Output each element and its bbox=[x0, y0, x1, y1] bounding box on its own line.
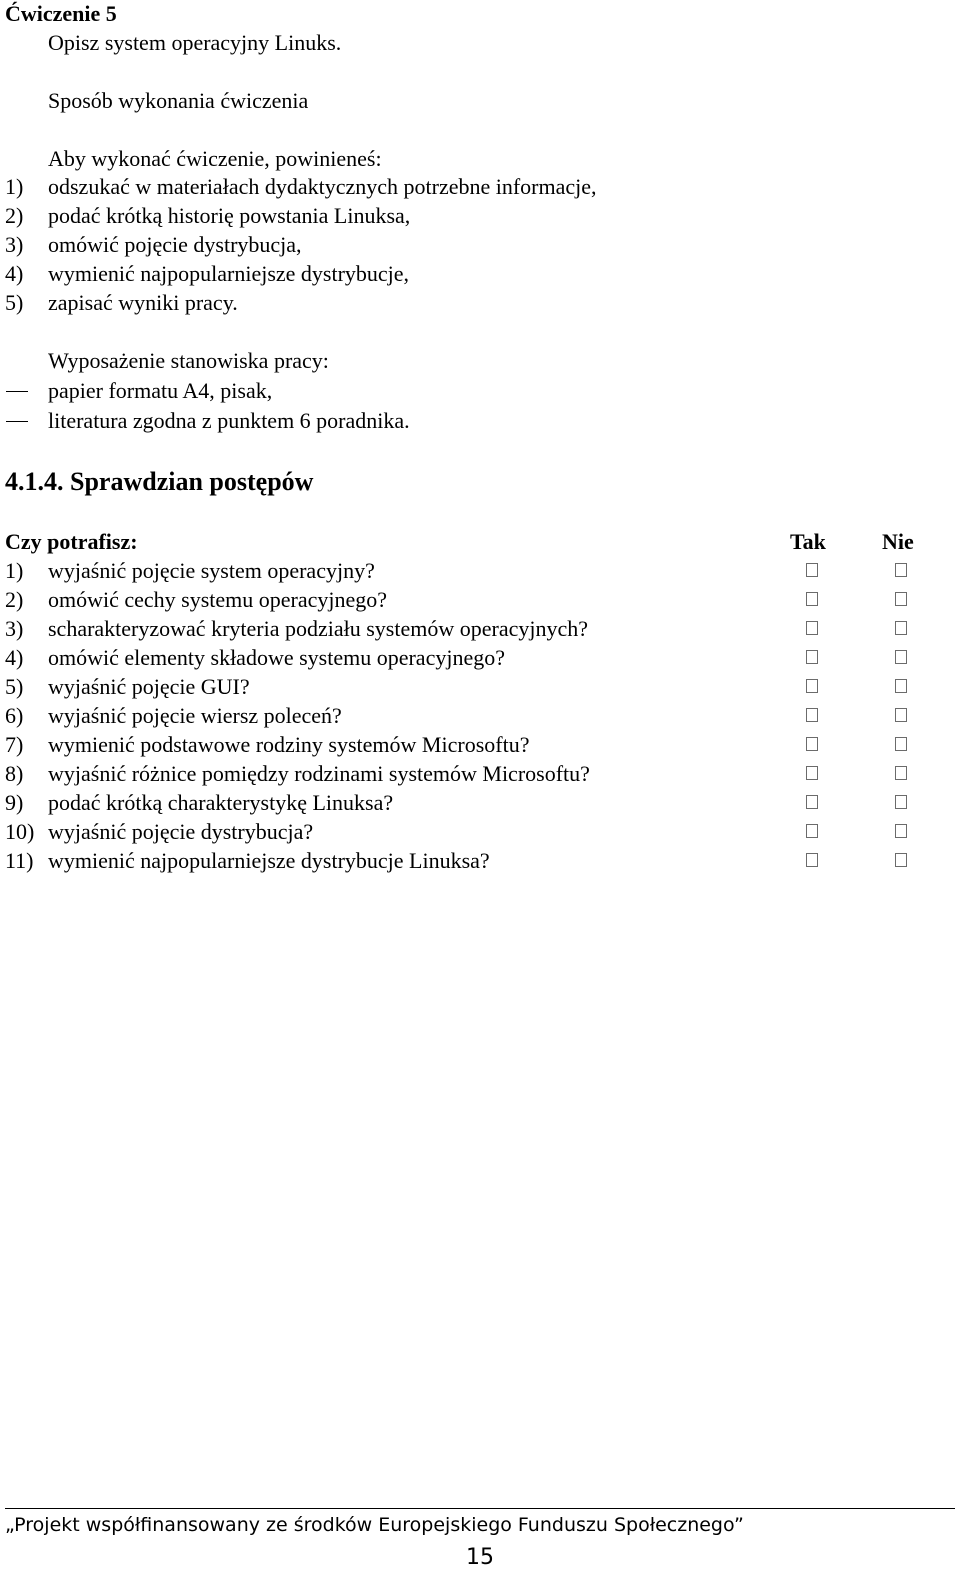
yes-checkbox[interactable] bbox=[806, 621, 818, 635]
step-number: 3) bbox=[5, 232, 24, 257]
question-text: wyjaśnić pojęcie dystrybucja? bbox=[48, 819, 314, 844]
question-text: wyjaśnić pojęcie GUI? bbox=[48, 674, 250, 699]
question-number: 5) bbox=[5, 674, 24, 699]
no-checkbox[interactable] bbox=[895, 679, 907, 693]
no-checkbox[interactable] bbox=[895, 708, 907, 722]
exercise-title: Ćwiczenie 5 bbox=[5, 1, 117, 26]
question-text: wyjaśnić pojęcie wiersz poleceń? bbox=[48, 703, 342, 728]
no-column-header: Nie bbox=[882, 529, 914, 554]
yes-checkbox[interactable] bbox=[806, 766, 818, 780]
yes-checkbox[interactable] bbox=[806, 563, 818, 577]
question-text: podać krótką charakterystykę Linuksa? bbox=[48, 790, 394, 815]
question-text: wymienić podstawowe rodziny systemów Microsoftu? bbox=[48, 732, 530, 757]
question-number: 10) bbox=[5, 819, 35, 844]
page-number: 15 bbox=[466, 1545, 494, 1570]
question-header: Czy potrafisz: bbox=[5, 529, 138, 554]
yes-checkbox[interactable] bbox=[806, 824, 818, 838]
question-number: 2) bbox=[5, 587, 24, 612]
yes-checkbox[interactable] bbox=[806, 853, 818, 867]
equipment-text: papier formatu A4, pisak, bbox=[48, 378, 273, 403]
no-checkbox[interactable] bbox=[895, 650, 907, 664]
step-text: omówić pojęcie dystrybucja, bbox=[48, 232, 302, 257]
yes-checkbox[interactable] bbox=[806, 737, 818, 751]
question-number: 8) bbox=[5, 761, 24, 786]
question-text: wyjaśnić pojęcie system operacyjny? bbox=[48, 558, 375, 583]
step-number: 4) bbox=[5, 261, 24, 286]
question-number: 7) bbox=[5, 732, 24, 757]
no-checkbox[interactable] bbox=[895, 766, 907, 780]
method-intro: Aby wykonać ćwiczenie, powinieneś: bbox=[48, 146, 382, 171]
step-text: podać krótką historię powstania Linuksa, bbox=[48, 203, 411, 228]
question-text: omówić elementy składowe systemu operacyjnego? bbox=[48, 645, 505, 670]
no-checkbox[interactable] bbox=[895, 621, 907, 635]
equipment-heading: Wyposażenie stanowiska pracy: bbox=[48, 348, 329, 373]
question-number: 11) bbox=[5, 848, 34, 873]
no-checkbox[interactable] bbox=[895, 795, 907, 809]
yes-checkbox[interactable] bbox=[806, 679, 818, 693]
method-heading: Sposób wykonania ćwiczenia bbox=[48, 88, 309, 113]
yes-checkbox[interactable] bbox=[806, 592, 818, 606]
question-number: 9) bbox=[5, 790, 24, 815]
step-text: odszukać w materiałach dydaktycznych potrzebne informacje, bbox=[48, 174, 597, 199]
no-checkbox[interactable] bbox=[895, 853, 907, 867]
question-number: 4) bbox=[5, 645, 24, 670]
step-text: wymienić najpopularniejsze dystrybucje, bbox=[48, 261, 410, 286]
no-checkbox[interactable] bbox=[895, 563, 907, 577]
step-number: 5) bbox=[5, 290, 24, 315]
exercise-task: Opisz system operacyjny Linuks. bbox=[48, 30, 342, 55]
yes-checkbox[interactable] bbox=[806, 708, 818, 722]
question-text: omówić cechy systemu operacyjnego? bbox=[48, 587, 388, 612]
section-title: 4.1.4. Sprawdzian postępów bbox=[5, 467, 314, 496]
footer-project-text: „Projekt współfinansowany ze środków Europejskiego Funduszu Społecznego” bbox=[5, 1514, 744, 1536]
dash-bullet-icon bbox=[6, 421, 28, 422]
step-text: zapisać wyniki pracy. bbox=[48, 290, 238, 315]
question-text: wyjaśnić różnice pomiędzy rodzinami systemów Microsoftu? bbox=[48, 761, 590, 786]
question-text: wymienić najpopularniejsze dystrybucje Linuksa? bbox=[48, 848, 490, 873]
yes-checkbox[interactable] bbox=[806, 795, 818, 809]
equipment-text: literatura zgodna z punktem 6 poradnika. bbox=[48, 408, 410, 433]
no-checkbox[interactable] bbox=[895, 592, 907, 606]
step-number: 2) bbox=[5, 203, 24, 228]
dash-bullet-icon bbox=[6, 391, 28, 392]
question-text: scharakteryzować kryteria podziału systemów operacyjnych? bbox=[48, 616, 588, 641]
question-number: 3) bbox=[5, 616, 24, 641]
no-checkbox[interactable] bbox=[895, 824, 907, 838]
question-number: 6) bbox=[5, 703, 24, 728]
no-checkbox[interactable] bbox=[895, 737, 907, 751]
step-number: 1) bbox=[5, 174, 24, 199]
yes-column-header: Tak bbox=[790, 529, 826, 554]
yes-checkbox[interactable] bbox=[806, 650, 818, 664]
question-number: 1) bbox=[5, 558, 24, 583]
footer-divider bbox=[5, 1508, 955, 1509]
